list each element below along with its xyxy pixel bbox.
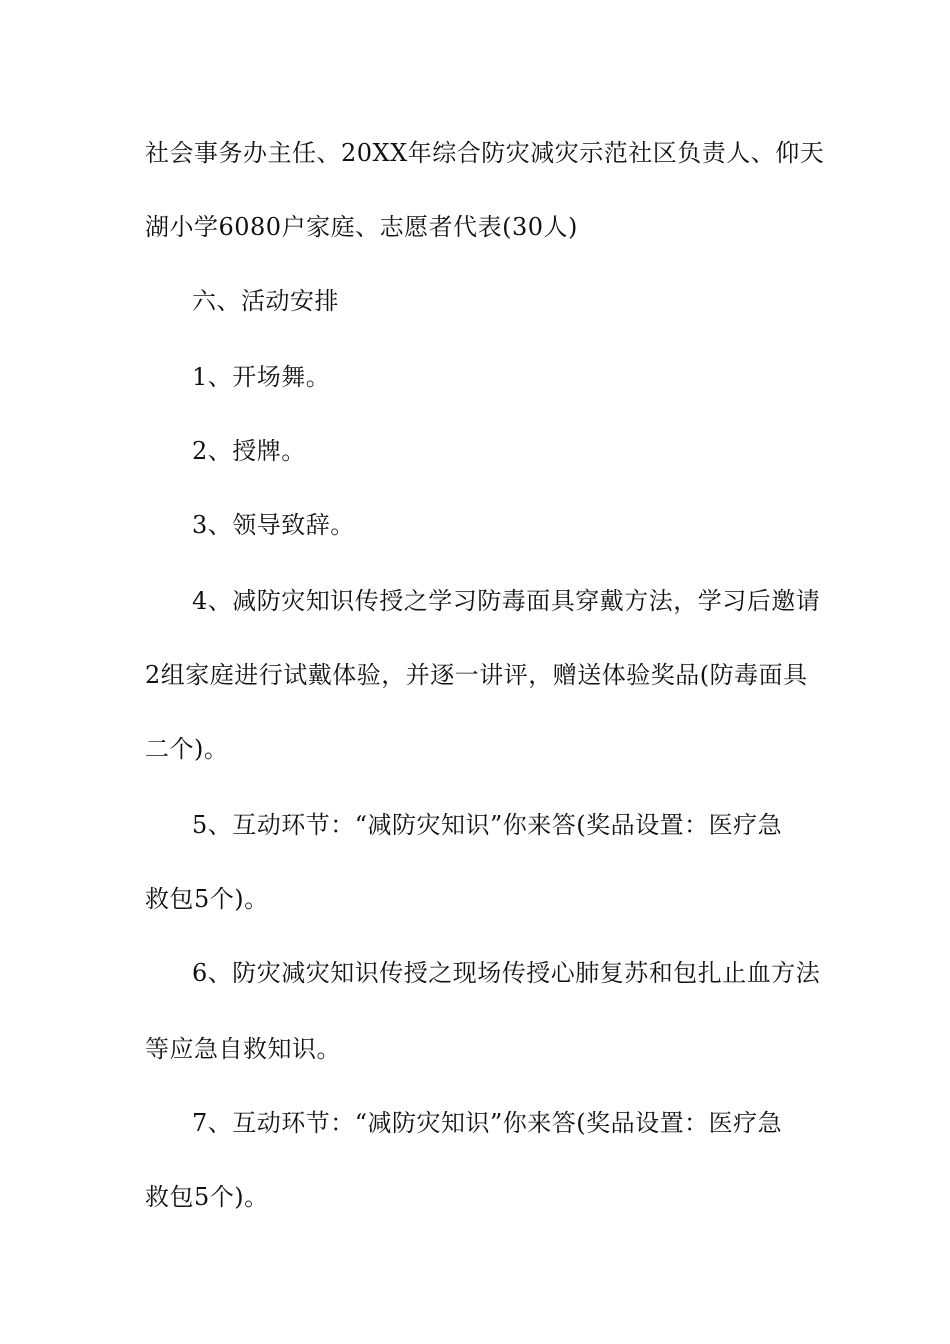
list-item: 3、领导致辞。 — [192, 511, 355, 539]
text-line: 等应急自救知识。 — [145, 1035, 341, 1063]
text-line: 二个)。 — [145, 735, 229, 763]
section-heading: 六、活动安排 — [192, 287, 339, 315]
text-line: 救包5个)。 — [145, 885, 269, 913]
list-item: 1、开场舞。 — [192, 363, 331, 391]
list-item: 4、减防灾知识传授之学习防毒面具穿戴方法，学习后邀请 — [192, 587, 821, 615]
text-line: 2组家庭进行试戴体验，并逐一讲评，赠送体验奖品(防毒面具 — [145, 661, 808, 689]
list-item: 2、授牌。 — [192, 437, 306, 465]
list-item: 6、防灾减灾知识传授之现场传授心肺复苏和包扎止血方法 — [192, 959, 821, 987]
list-item: 7、互动环节：“减防灾知识”你来答(奖品设置：医疗急 — [192, 1109, 783, 1137]
text-line: 社会事务办主任、20XX年综合防灾减灾示范社区负责人、仰天 — [145, 139, 825, 167]
text-line: 湖小学6080户家庭、志愿者代表(30人) — [145, 213, 578, 241]
text-line: 救包5个)。 — [145, 1183, 269, 1211]
list-item: 5、互动环节：“减防灾知识”你来答(奖品设置：医疗急 — [192, 811, 783, 839]
